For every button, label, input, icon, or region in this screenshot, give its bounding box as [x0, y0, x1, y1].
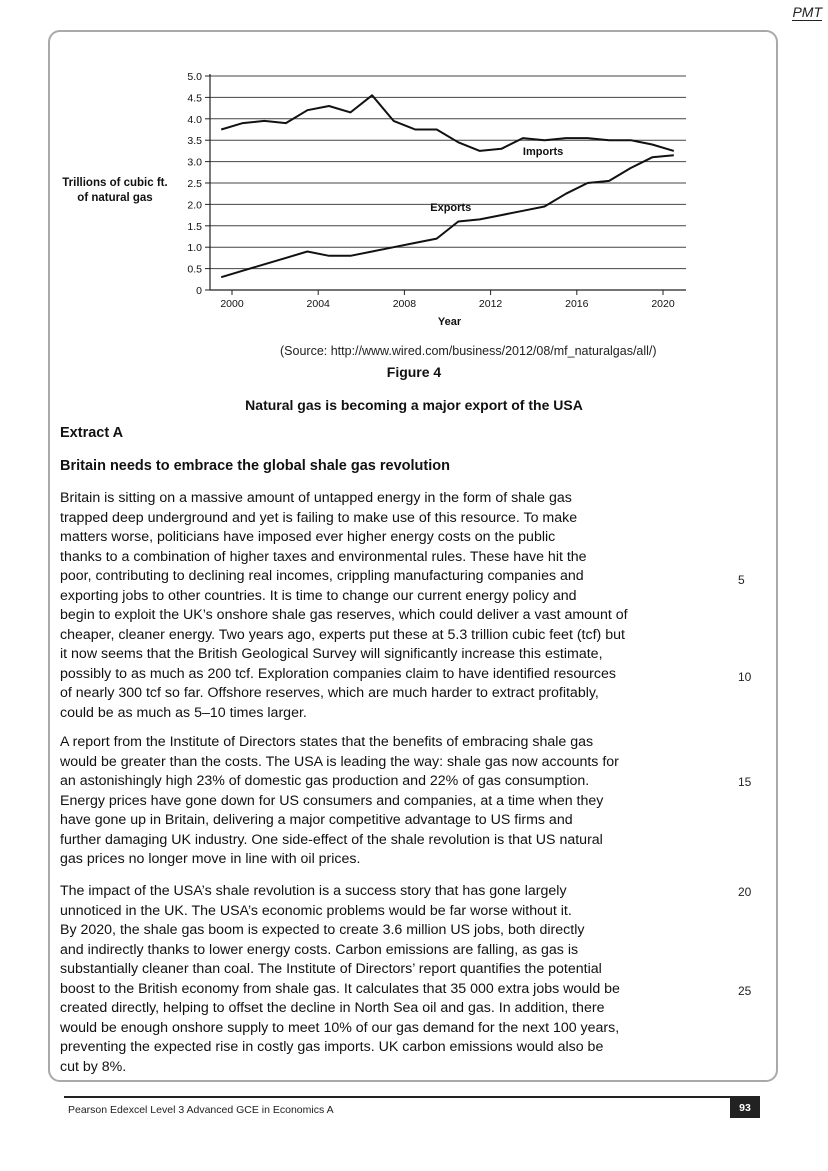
- y-tick-label: 4.5: [187, 92, 202, 105]
- y-tick-label: 2.5: [187, 178, 202, 190]
- text-line: begin to exploit the UK’s onshore shale gas reserves, which could deliver a vast amount of: [60, 607, 628, 623]
- text-line: preventing the expected rise in costly gas imports. UK carbon emissions would also be: [60, 1039, 604, 1055]
- text-line: A report from the Institute of Directors states that the benefits of embracing shale gas: [60, 734, 594, 750]
- x-tick-label: 2016: [565, 298, 589, 310]
- line-number: 15: [738, 775, 752, 789]
- text-line: Britain is sitting on a massive amount of untapped energy in the form of shale gas: [60, 490, 572, 506]
- y-axis-title-line1: Trillions of cubic ft.: [62, 177, 168, 189]
- x-tick-label: 2008: [392, 298, 417, 310]
- y-tick-label: 0.5: [187, 263, 202, 276]
- page-footer: [64, 1096, 760, 1118]
- text-line: it now seems that the British Geological Survey will significantly increase this estimate,: [60, 646, 603, 662]
- text-line: boost to the British economy from shale gas. It calculates that 35 000 extra jobs would be: [60, 980, 620, 997]
- text-line: cut by 8%.: [60, 1058, 127, 1075]
- y-tick-label: 2.0: [187, 199, 202, 212]
- text-line: exporting jobs to other countries. It is time to change our current energy policy and: [60, 587, 577, 604]
- text-line: created directly, helping to offset the decline in North Sea oil and gas. In addition, there: [60, 1000, 605, 1016]
- text-line: of nearly 300 tcf so far. Offshore reserves, which are much harder to extract profitably,: [60, 685, 599, 701]
- text-line: unnoticed in the UK. The USA’s economic problems would be far worse without it.: [60, 902, 572, 919]
- text-line: could be as much as 5–10 times larger.: [60, 704, 307, 721]
- line-number: 10: [738, 670, 752, 684]
- series-label-exports: Exports: [430, 201, 472, 214]
- x-tick-label: 2000: [220, 298, 244, 310]
- series-label-imports: Imports: [522, 146, 564, 159]
- y-tick-label: 3.5: [187, 135, 202, 148]
- text-line: By 2020, the shale gas boom is expected to create 3.6 million US jobs, both directly: [60, 922, 585, 938]
- line-number: 5: [738, 573, 745, 587]
- y-tick-label: 5.0: [187, 71, 202, 83]
- text-line: trapped deep underground and yet is failing to make use of this resource. To make: [60, 509, 578, 526]
- text-line: thanks to a combination of higher taxes and environmental rules. These have hit the: [60, 548, 587, 565]
- y-tick-label: 1.0: [187, 242, 202, 255]
- y-tick-label: 3.0: [187, 156, 202, 169]
- x-tick-label: 2012: [478, 298, 503, 310]
- line-number: 20: [738, 885, 752, 899]
- extract-heading: Britain needs to embrace the global shale gas revolution: [60, 458, 450, 474]
- text-line: substantially cleaner than coal. The Institute of Directors’ report quantifies the potential: [60, 961, 602, 977]
- y-tick-label: 1.5: [187, 220, 202, 233]
- figure-caption: Natural gas is becoming a major export of the USA: [245, 397, 583, 413]
- pmt-header-tag: PMT: [792, 4, 822, 20]
- text-line: have gone up in Britain, delivering a major competitive advantage to US firms and: [60, 812, 573, 828]
- page-number: 93: [730, 1098, 760, 1118]
- y-axis-title-line2: of natural gas: [77, 192, 153, 204]
- paragraph-2: [60, 733, 700, 870]
- y-tick-label: 0: [196, 285, 202, 297]
- text-line: cheaper, cleaner energy. Two years ago, experts put these at 5.3 trillion cubic feet (tcf) but: [60, 626, 625, 643]
- text-line: would be greater than the costs. The USA is leading the way: shale gas now accounts for: [60, 753, 619, 770]
- text-line: gas prices no longer move in line with oil prices.: [60, 851, 361, 867]
- x-axis-title: Year: [437, 316, 462, 328]
- text-line: Energy prices have gone down for US consumers and companies, at a time when they: [60, 792, 604, 809]
- figure-label: Figure 4: [386, 364, 442, 380]
- text-line: further damaging UK industry. One side-effect of the shale revolution is that US natural: [60, 831, 603, 848]
- x-tick-label: 2020: [651, 298, 675, 310]
- y-axis-title: [52, 176, 178, 206]
- extract-label: Extract A: [60, 425, 124, 441]
- text-line: poor, contributing to declining real incomes, crippling manufacturing companies and: [60, 568, 584, 584]
- figure-source: (Source: http://www.wired.com/business/2012/08/mf_naturalgas/all/): [280, 344, 657, 358]
- text-line: The impact of the USA’s shale revolution is a success story that has gone largely: [60, 883, 567, 899]
- text-line: possibly to as much as 200 tcf. Exploration companies claim to have identified resources: [60, 665, 616, 682]
- text-line: and indirectly thanks to lower energy costs. Carbon emissions are falling, as gas is: [60, 941, 579, 958]
- text-line: matters worse, politicians have imposed ever higher energy costs on the public: [60, 529, 556, 545]
- series-line-imports: [221, 95, 674, 151]
- y-tick-label: 4.0: [187, 113, 202, 126]
- paragraph-1: [60, 489, 700, 723]
- footer-text: Pearson Edexcel Level 3 Advanced GCE in Economics A: [68, 1104, 334, 1116]
- x-tick-label: 2004: [306, 298, 330, 310]
- paragraph-3: [60, 882, 700, 1077]
- text-line: would be enough onshore supply to meet 10% of our gas demand for the next 100 years,: [60, 1019, 620, 1036]
- text-line: an astonishingly high 23% of domestic gas production and 22% of gas consumption.: [60, 773, 590, 789]
- line-number: 25: [738, 984, 752, 998]
- series-line-exports: [221, 155, 674, 277]
